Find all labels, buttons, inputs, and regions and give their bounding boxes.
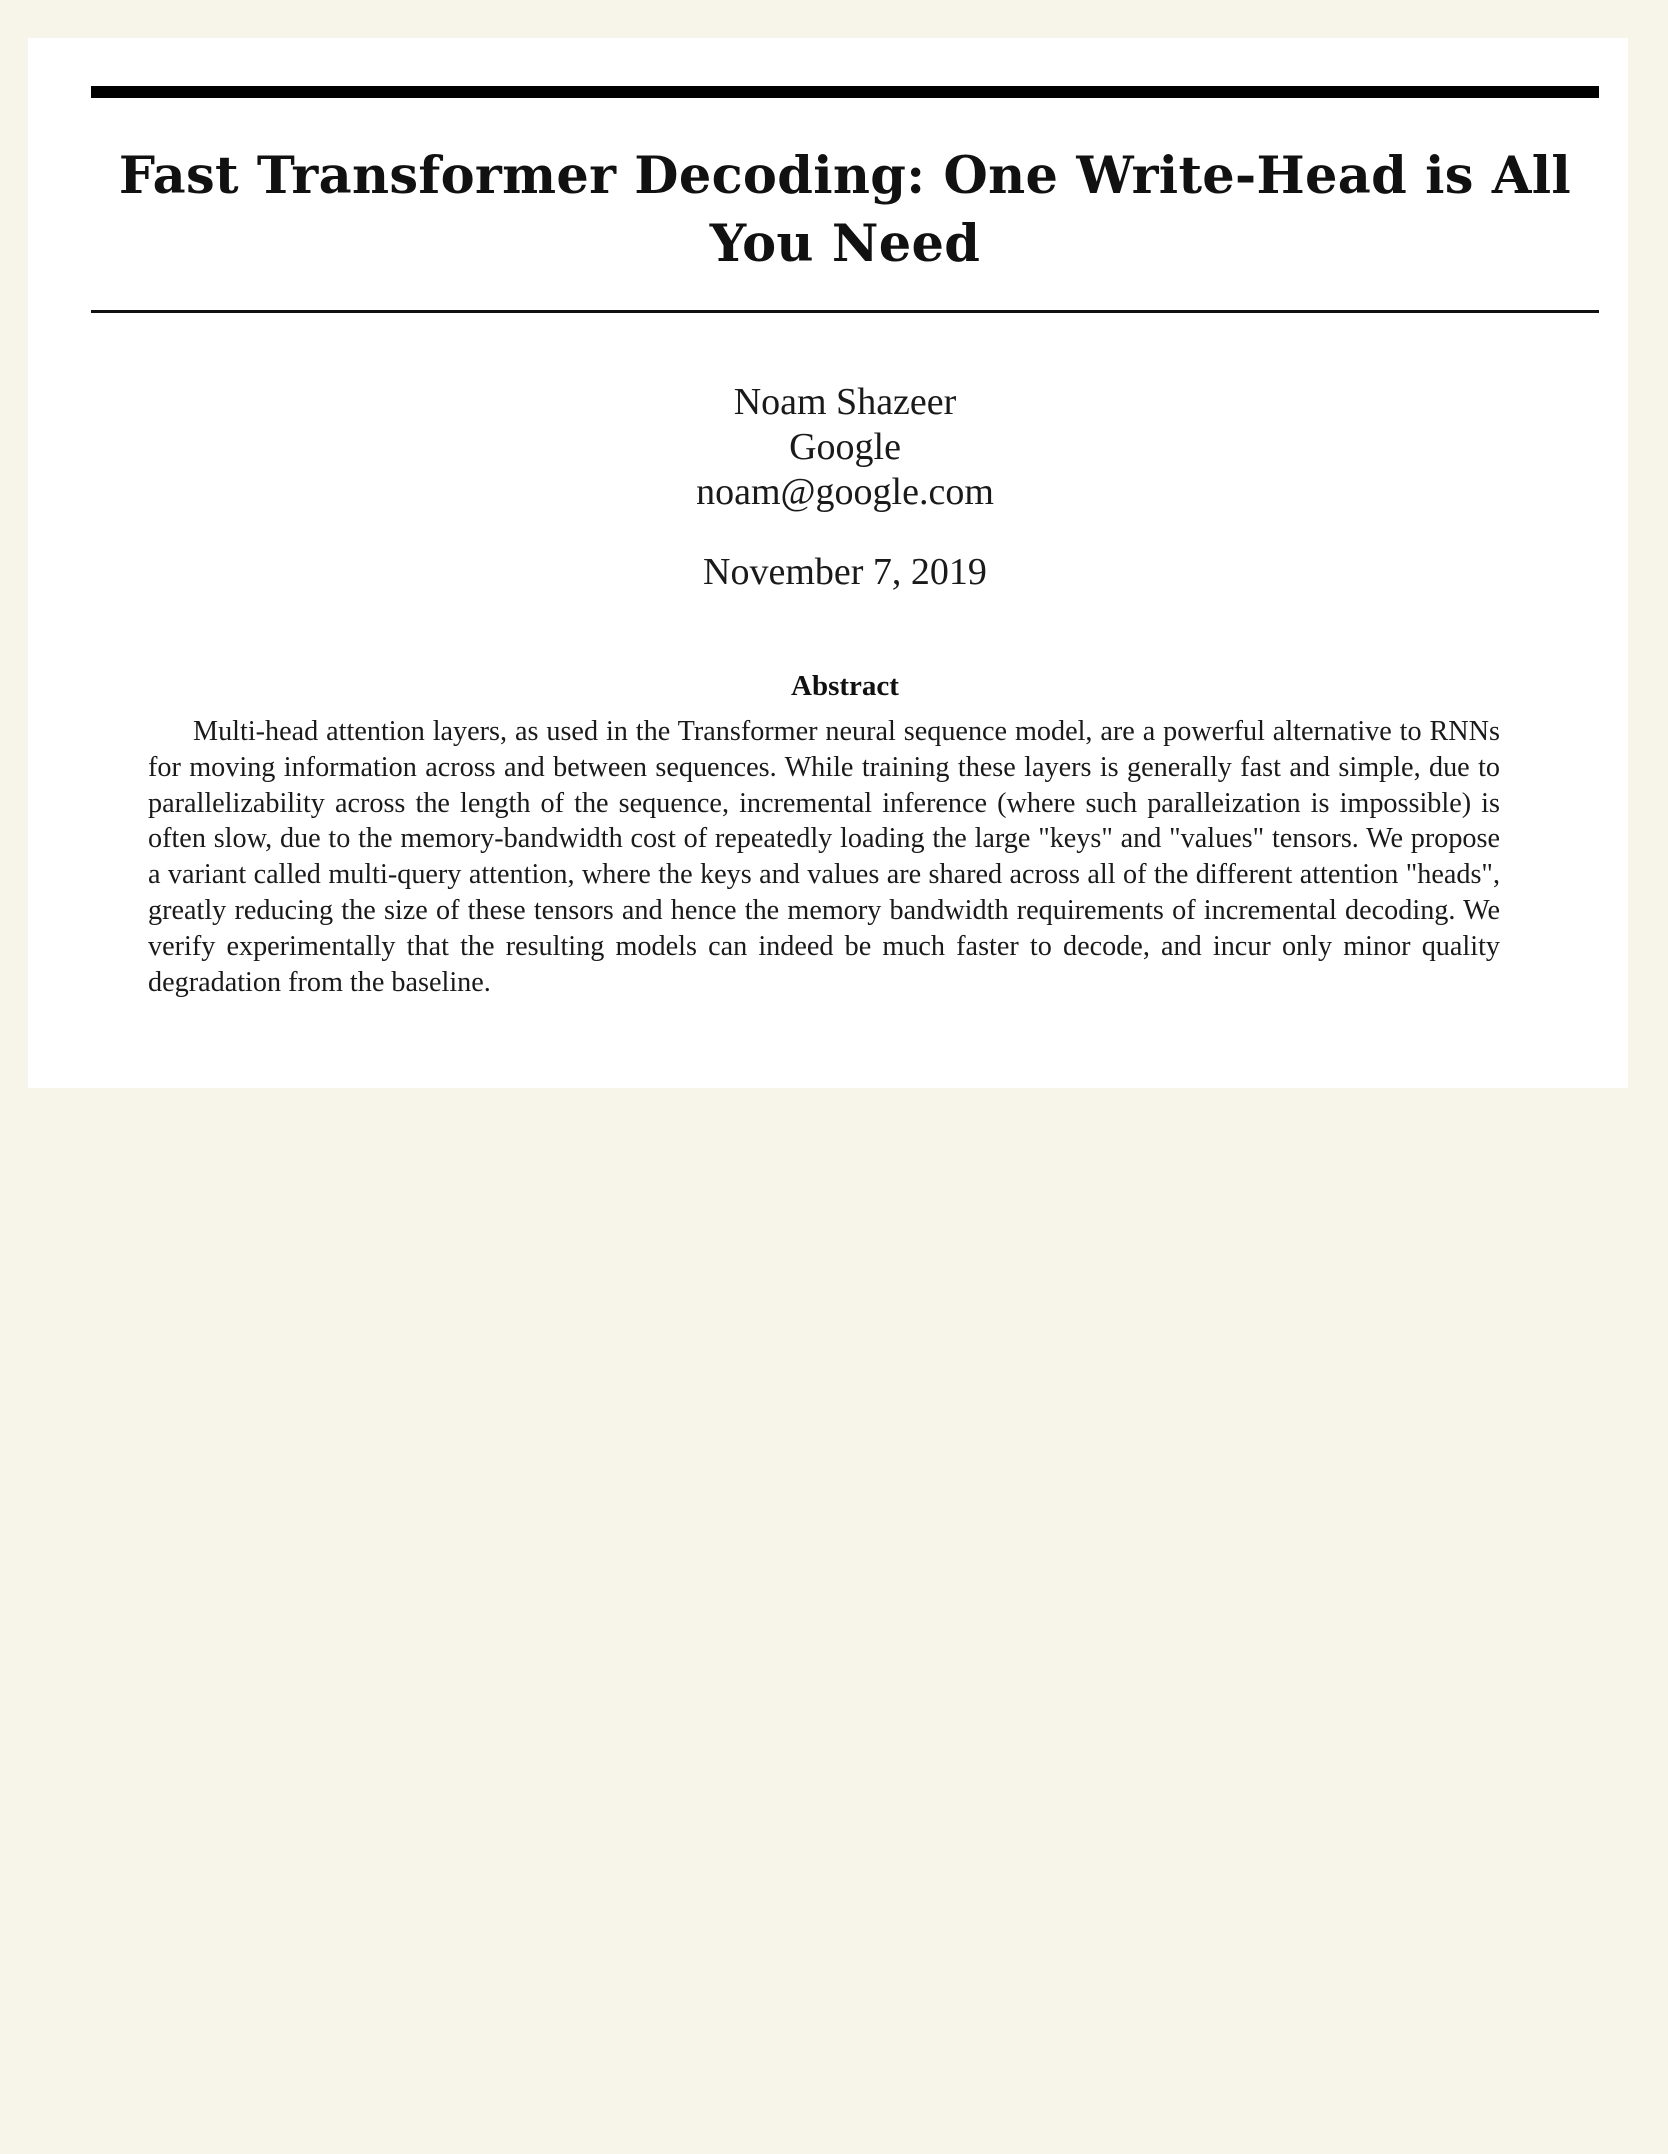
- title-bottom-rule: [91, 310, 1599, 313]
- author-block: [91, 380, 1599, 515]
- author-name: Noam Shazeer: [733, 381, 957, 423]
- author-email: noam@google.com: [696, 471, 994, 513]
- paper-title-line-1: Fast Transformer Decoding: One Write-Head is All: [118, 146, 1572, 206]
- title-top-rule: [91, 86, 1599, 98]
- paper-date: November 7, 2019: [703, 551, 987, 593]
- paper-title-line-2: You Need: [709, 214, 981, 274]
- abstract-heading: Abstract: [791, 670, 899, 702]
- paper-page: [28, 38, 1628, 1088]
- author-affiliation: Google: [789, 426, 901, 468]
- paper-title: [91, 142, 1599, 278]
- abstract-body: Multi-head attention layers, as used in the Transformer neural sequence model, are a powerful alternative to RNNs for moving information across and between sequences. While training these layers is generally fast and simple, due to parallelizability across the length of the sequence, incremental inference (where such paralleization is impossible) is often slow, due to the memory-bandwidth cost of repeatedly loading the large "keys" and "values" tensors. We propose a variant called multi-query attention, where the keys and values are shared across all of the different attention "heads", greatly reducing the size of these tensors and hence the memory bandwidth requirements of incremental decoding. We verify experimentally that the resulting models can indeed be much faster to decode, and incur only minor quality degradation from the baseline.: [148, 716, 1500, 998]
